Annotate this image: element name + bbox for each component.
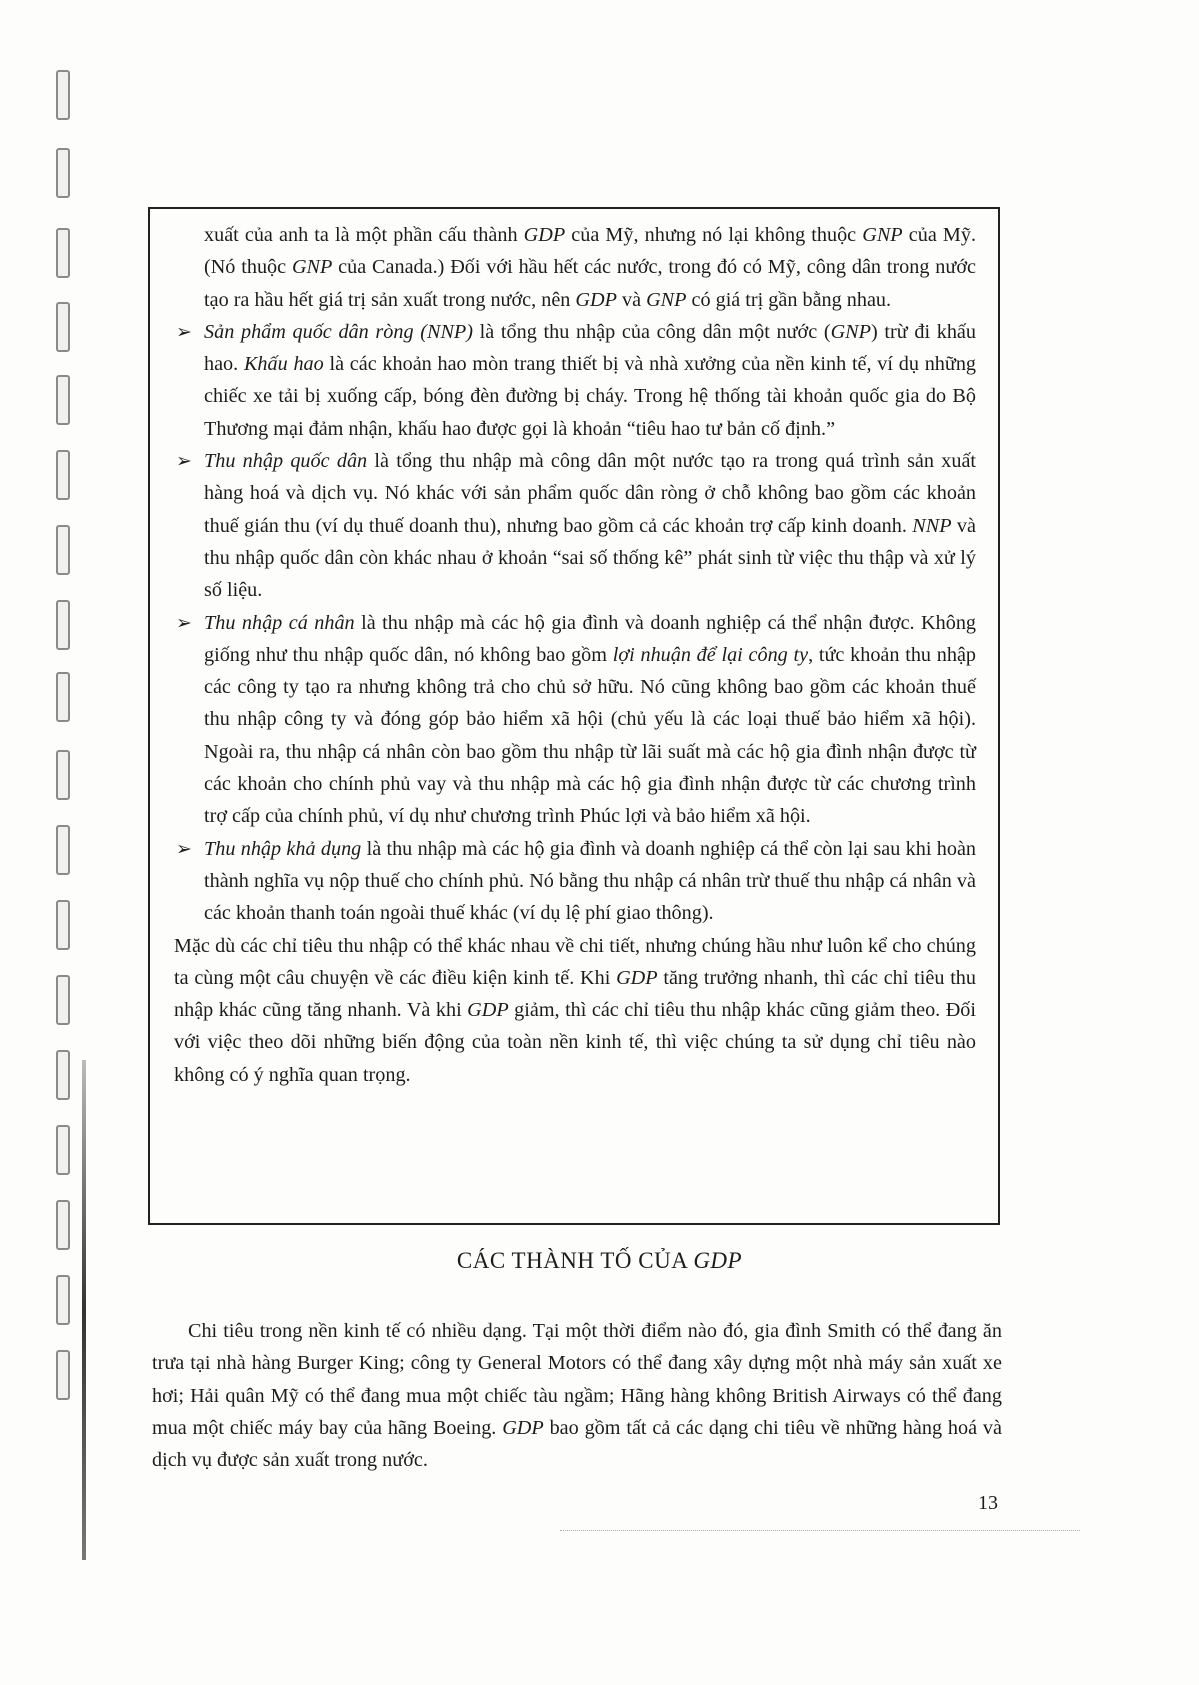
binding-hole [56, 1050, 70, 1100]
binding-hole [56, 750, 70, 800]
arrow-bullet-icon: ➢ [176, 320, 192, 343]
bullet-national-income: ➢ Thu nhập quốc dân là tổng thu nhập mà công dân một nước tạo ra trong quá trình sản xuất hàng hoá và dịch vụ. Nó khác với sản phẩm quốc dân ròng ở chỗ không bao gồm các khoản thuế gián thu (ví dụ thuế doanh thu), nhưng bao gồm cả các khoản trợ cấp kinh doanh. NNP và thu nhập quốc dân còn khác nhau ở khoản “sai số thống kê” phát sinh từ việc thu thập và xử lý số liệu. [174, 445, 976, 606]
binding-hole [56, 228, 70, 278]
binding-hole [56, 600, 70, 650]
binding-hole [56, 148, 70, 198]
binding-hole [56, 1275, 70, 1325]
page-number: 13 [978, 1492, 998, 1514]
arrow-bullet-icon: ➢ [176, 837, 192, 860]
body-paragraph: Chi tiêu trong nền kinh tế có nhiều dạng. Tại một thời điểm nào đó, gia đình Smith có thể đang ăn trưa tại nhà hàng Burger King; công ty General Motors có thể đang xây dựng một nhà máy sản xuất xe hơi; Hải quân Mỹ có thể đang mua một chiếc tàu ngầm; Hãng hàng không British Airways có thể đang mua một chiếc máy bay của hãng Boeing. GDP bao gồm tất cả các dạng chi tiêu về những hàng hoá và dịch vụ được sản xuất trong nước. [152, 1320, 1002, 1472]
arrow-bullet-icon: ➢ [176, 450, 192, 473]
binding-hole [56, 375, 70, 425]
income-measures-box [148, 207, 1000, 1225]
binding-hole [56, 450, 70, 500]
binding-hole [56, 525, 70, 575]
binding-hole [56, 672, 70, 722]
box-intro-paragraph: xuất của anh ta là một phần cấu thành GDP của Mỹ, nhưng nó lại không thuộc GNP của Mỹ. (Nó thuộc GNP của Canada.) Đối với hầu hết các nước, trong đó có Mỹ, công dân trong nước tạo ra hầu hết giá trị sản xuất trong nước, nên GDP và GNP có giá trị gần bằng nhau. [204, 224, 976, 311]
bullet-nnp: ➢ Sản phẩm quốc dân ròng (NNP) là tổng thu nhập của công dân một nước (GNP) trừ đi khấu hao. Khấu hao là các khoản hao mòn trang thiết bị và nhà xưởng của nền kinh tế, ví dụ những chiếc xe tải bị xuống cấp, bóng đèn đường bị cháy. Trong hệ thống tài khoản quốc gia do Bộ Thương mại đảm nhận, khấu hao được gọi là khoản “tiêu hao tư bản cố định.” [174, 316, 976, 445]
binding-hole [56, 900, 70, 950]
section-title: CÁC THÀNH TỐ CỦA GDP [456, 1248, 743, 1273]
box-closing-paragraph: Mặc dù các chỉ tiêu thu nhập có thể khác nhau về chi tiết, nhưng chúng hầu như luôn kể cho chúng ta cùng một câu chuyện về các điều kiện kinh tế. Khi GDP tăng trưởng nhanh, thì các chỉ tiêu thu nhập khác cũng tăng nhanh. Và khi GDP giảm, thì các chỉ tiêu thu nhập khác cũng giảm theo. Đối với việc theo dõi những biến động của toàn nền kinh tế, thì việc chúng ta sử dụng chỉ tiêu nào không có ý nghĩa quan trọng. [174, 934, 976, 1086]
scan-artifact [560, 1530, 1080, 1533]
binding-holes [48, 70, 76, 1570]
binding-spine [82, 1060, 86, 1560]
binding-hole [56, 975, 70, 1025]
binding-hole [56, 1350, 70, 1400]
bullet-personal-income: ➢ Thu nhập cá nhân là thu nhập mà các hộ gia đình và doanh nghiệp cá thể nhận được. Không giống như thu nhập quốc dân, nó không bao gồm lợi nhuận để lại công ty, tức khoản thu nhập các công ty tạo ra nhưng không trả cho chủ sở hữu. Nó cũng không bao gồm các khoản thuế thu nhập công ty và đóng góp bảo hiểm xã hội (chủ yếu là các loại thuế bảo hiểm xã hội). Ngoài ra, thu nhập cá nhân còn bao gồm thu nhập từ lãi suất mà các hộ gia đình nhận được từ các khoản cho chính phủ vay và thu nhập mà các hộ gia đình nhận được từ các chương trình trợ cấp của chính phủ, ví dụ như chương trình Phúc lợi và bảo hiểm xã hội. [174, 607, 976, 833]
arrow-bullet-icon: ➢ [176, 611, 192, 634]
binding-hole [56, 302, 70, 352]
binding-hole [56, 825, 70, 875]
binding-hole [56, 1200, 70, 1250]
binding-hole [56, 1125, 70, 1175]
binding-hole [56, 70, 70, 120]
bullet-disposable-income: ➢ Thu nhập khả dụng là thu nhập mà các hộ gia đình và doanh nghiệp cá thể còn lại sau khi hoàn thành nghĩa vụ nộp thuế cho chính phủ. Nó bằng thu nhập cá nhân trừ thuế thu nhập cá nhân và các khoản thanh toán ngoài thuế khác (ví dụ lệ phí giao thông). [174, 833, 976, 930]
